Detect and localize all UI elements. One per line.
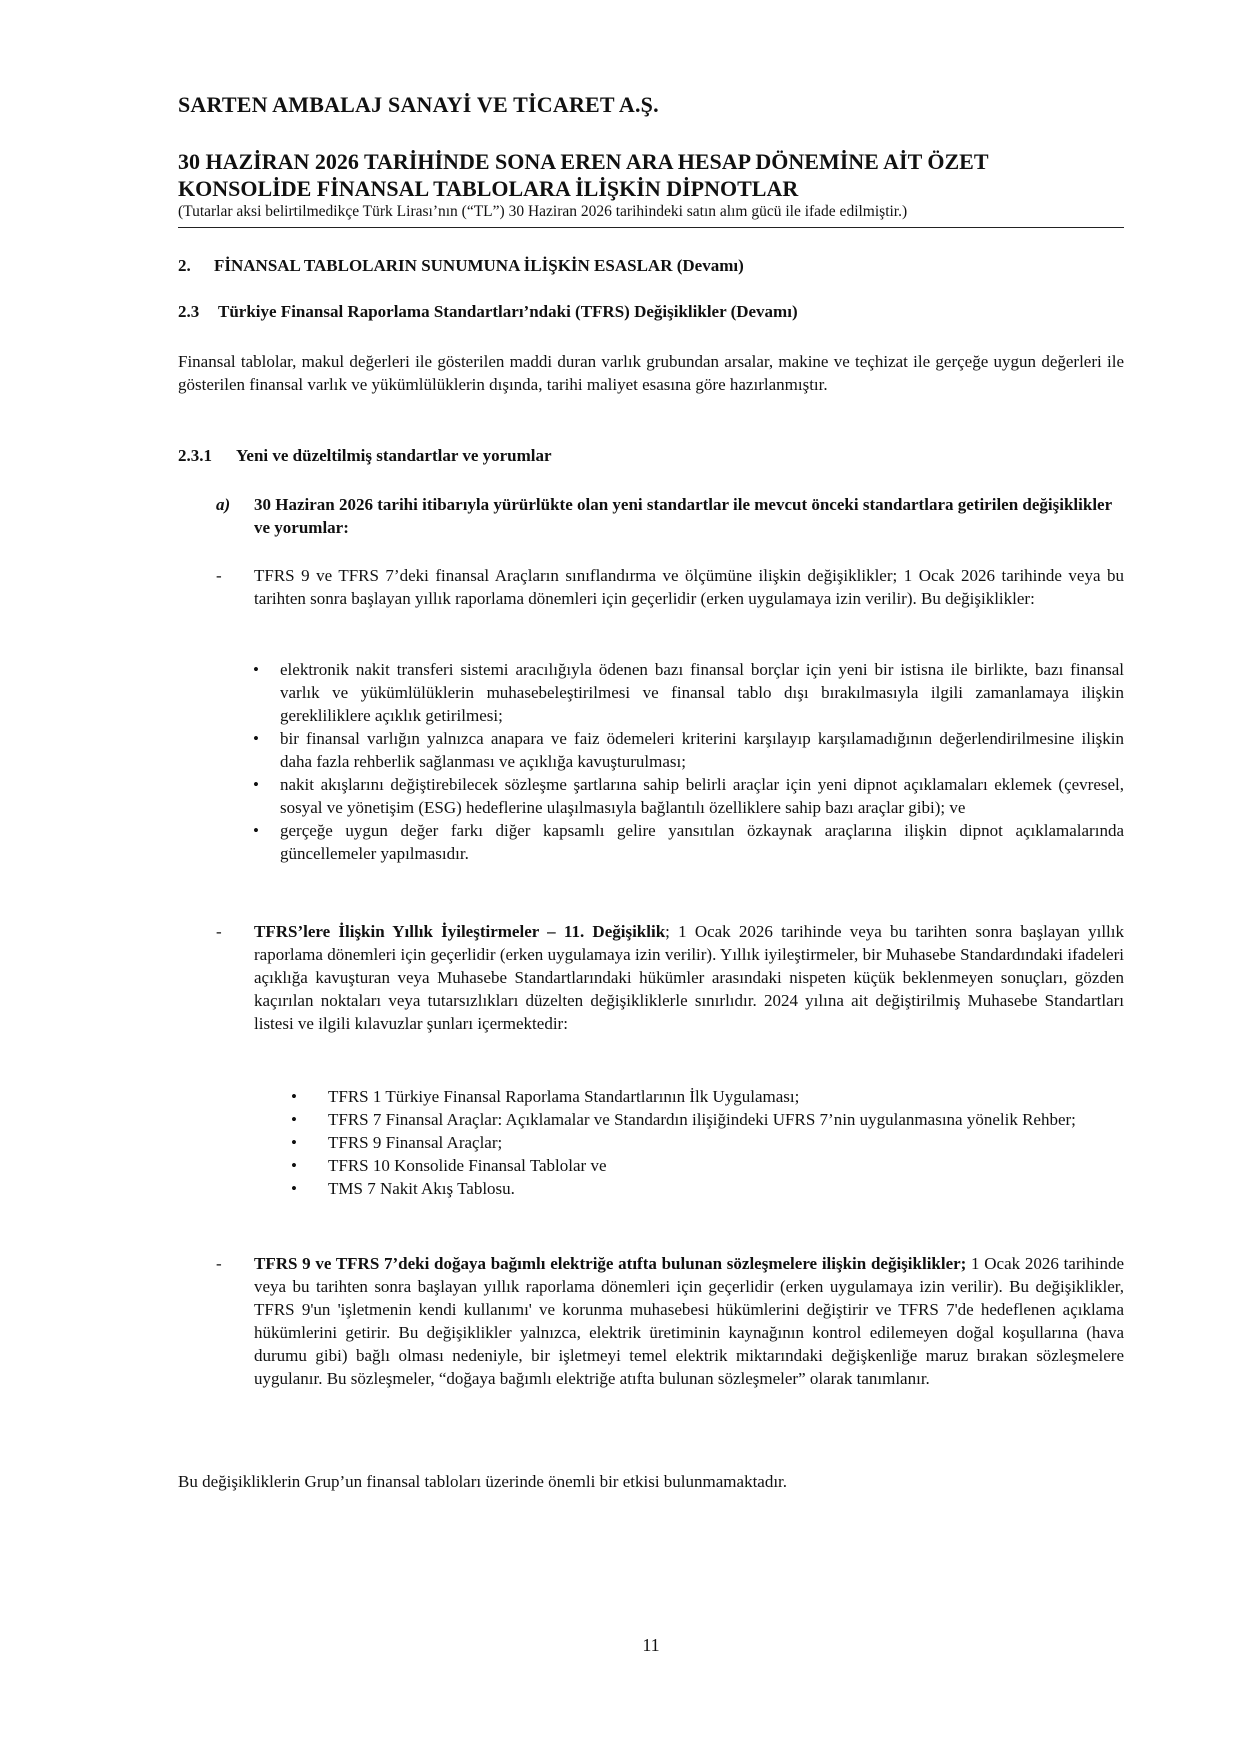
list-item — [250, 658, 1124, 727]
bullet-text: TFRS 10 Konsolide Finansal Tablolar ve — [328, 1156, 607, 1175]
list-item — [250, 727, 1124, 773]
section-2-3-1-heading — [178, 446, 552, 466]
bullet-text: TFRS 1 Türkiye Finansal Raporlama Standartlarının İlk Uygulaması; — [328, 1087, 800, 1106]
list-item-text: TFRS 9 ve TFRS 7’deki finansal Araçların sınıflandırma ve ölçümüne ilişkin değişiklikler; 1 Ocak 2026 tarihinde veya bu tarihten sonra başlayan yıllık raporlama dönemleri için geçerlidir (erken uygulamaya izin verilir). Bu değişiklikler: — [254, 566, 1124, 608]
list-item — [250, 819, 1124, 865]
bullet-list-2 — [288, 1085, 1124, 1200]
bullet-icon: • — [253, 729, 259, 748]
section-2-title: FİNANSAL TABLOLARIN SUNUMUNA İLİŞKİN ESASLAR (Devamı) — [214, 256, 744, 275]
section-2-heading — [178, 256, 744, 276]
bullet-text: elektronik nakit transferi sistemi aracılığıyla ödenen bazı finansal borçlar için yeni bir istisna ile birlikte, bazı finansal varlık ve yükümlülüklerin muhasebeleştirilmesi ve finansal tablo dışı bırakılmasıyla ilgili zamanlamaya ilişkin gerekliliklere açıklık getirilmesi; — [280, 660, 1124, 725]
list-item-body: 1 Ocak 2026 tarihinde veya bu tarihten sonra başlayan yıllık raporlama dönemleri için geçerlidir (erken uygulamaya izin verilir). Bu değişiklikler, TFRS 9'un 'işletmenin kendi kullanımı' ve korunma muhasebesi hükümlerini değiştirir ve TFRS 7'de hedeflenen açıklama hükümlerini getirir. Bu değişiklikler yalnızca, elektrik üretiminin kaynağının kontrol edilemeyen doğal koşullarına (hava durumu gibi) bağlı olması nedeniyle, bir işletmeyi temel elektrik miktarındaki değişkenliğe maruz bırakan sözleşmelere uygulanır. Bu sözleşmeler, “doğaya bağımlı elektriğe atıfta bulunan sözleşmeler” olarak tanımlanır. — [254, 1254, 1124, 1388]
company-name: SARTEN AMBALAJ SANAYİ VE TİCARET A.Ş. — [178, 92, 659, 117]
section-2-3-number: 2.3 — [178, 302, 200, 321]
dash-marker: - — [216, 922, 222, 941]
bullet-icon: • — [291, 1133, 297, 1152]
dash-marker: - — [216, 566, 222, 585]
document-subtitle: (Tutarlar aksi belirtilmedikçe Türk Lirası’nın (“TL”) 30 Haziran 2026 tarihindeki satın alım gücü ile ifade edilmiştir.) — [178, 203, 908, 220]
subsection-a-text: 30 Haziran 2026 tarihi itibarıyla yürürlükte olan yeni standartlar ile mevcut önceki standartlara getirilen değişiklikler ve yorumlar: — [254, 495, 1112, 537]
bullet-text: nakit akışlarını değiştirebilecek sözleşme şartlarına sahip belirli araçlar için yeni dipnot açıklamaları eklemek (çevresel, sosyal ve yönetişim (ESG) hedeflerine ulaşılmasıyla bağlantılı özelliklere sahip bazı araçlar gibi); ve — [280, 775, 1124, 817]
section-2-3-title: Türkiye Finansal Raporlama Standartları’ndaki (TFRS) Değişiklikler (Devamı) — [218, 302, 798, 321]
section-2-number: 2. — [178, 256, 191, 275]
document-title — [178, 148, 989, 202]
bullet-text: TFRS 9 Finansal Araçlar; — [328, 1133, 503, 1152]
section-2-3-1-title: Yeni ve düzeltilmiş standartlar ve yorumlar — [236, 446, 552, 465]
list-item-tfrs9-classification — [216, 564, 1124, 610]
list-item-text — [254, 920, 1124, 1035]
list-item-text — [254, 1252, 1124, 1390]
bullet-list-1 — [250, 658, 1124, 865]
list-item-bold-title: TFRS’lere İlişkin Yıllık İyileştirmeler – 11. Değişiklik — [254, 922, 666, 941]
list-item — [288, 1108, 1124, 1131]
list-item-bold-title: TFRS 9 ve TFRS 7’deki doğaya bağımlı elektriğe atıfta bulunan sözleşmelere ilişkin değişiklikler; — [254, 1254, 967, 1273]
title-line-1: 30 HAZİRAN 2026 TARİHİNDE SONA EREN ARA HESAP DÖNEMİNE AİT ÖZET — [178, 149, 989, 174]
list-item-nature-dependent-electricity — [216, 1252, 1124, 1390]
bullet-icon: • — [253, 821, 259, 840]
bullet-icon: • — [291, 1087, 297, 1106]
bullet-icon: • — [291, 1156, 297, 1175]
subsection-a — [216, 493, 1124, 539]
subsection-a-label: a) — [216, 495, 231, 514]
header-rule — [178, 227, 1124, 228]
bullet-icon: • — [291, 1110, 297, 1129]
list-item — [250, 773, 1124, 819]
bullet-icon: • — [253, 660, 259, 679]
intro-paragraph: Finansal tablolar, makul değerleri ile gösterilen maddi duran varlık grubundan arsalar, makine ve teçhizat ile gerçeğe uygun değerleri ile gösterilen finansal varlık ve yükümlülüklerin dışında, tarihi maliyet esasına göre hazırlanmıştır. — [178, 352, 1124, 394]
bullet-icon: • — [253, 775, 259, 794]
bullet-text: TFRS 7 Finansal Araçlar: Açıklamalar ve Standardın ilişiğindeki UFRS 7’nin uygulanmasına yönelik Rehber; — [328, 1110, 1076, 1129]
conclusion-paragraph: Bu değişikliklerin Grup’un finansal tabloları üzerinde önemli bir etkisi bulunmamaktadır. — [178, 1472, 788, 1491]
bullet-text: TMS 7 Nakit Akış Tablosu. — [328, 1179, 515, 1198]
section-2-3-heading — [178, 302, 798, 322]
section-2-3-1-number: 2.3.1 — [178, 446, 212, 465]
list-item-annual-improvements — [216, 920, 1124, 1035]
title-line-2: KONSOLİDE FİNANSAL TABLOLARA İLİŞKİN DİPNOTLAR — [178, 176, 799, 201]
dash-marker: - — [216, 1254, 222, 1273]
bullet-text: bir finansal varlığın yalnızca anapara ve faiz ödemeleri kriterini karşılayıp karşılamadığının değerlendirilmesine ilişkin daha fazla rehberlik sağlanması ve açıklığa kavuşturulması; — [280, 729, 1124, 771]
list-item — [288, 1177, 1124, 1200]
page-number: 11 — [642, 1635, 660, 1655]
bullet-icon: • — [291, 1179, 297, 1198]
list-item-body: ; 1 Ocak 2026 tarihinde veya bu tarihten sonra başlayan yıllık raporlama dönemleri için geçerlidir (erken uygulamaya izin verilir). Yıllık iyileştirmeler, bir Muhasebe Standardındaki ifadeleri açıklığa kavuşturan veya Muhasebe Standartlarındaki hükümler arasındaki nispeten küçük beklenmeyen sonuçları, gözden kaçırılan noktaları veya tutarsızlıkları düzelten değişikliklerle sınırlıdır. 2024 yılına ait değiştirilmiş Muhasebe Standartları listesi ve ilgili kılavuzlar şunları içermektedir: — [254, 922, 1125, 1033]
list-item — [288, 1154, 1124, 1177]
bullet-text: gerçeğe uygun değer farkı diğer kapsamlı gelire yansıtılan özkaynak araçlarına ilişkin dipnot açıklamalarında güncellemeler yapılmasıdır. — [280, 821, 1124, 863]
list-item — [288, 1131, 1124, 1154]
list-item — [288, 1085, 1124, 1108]
